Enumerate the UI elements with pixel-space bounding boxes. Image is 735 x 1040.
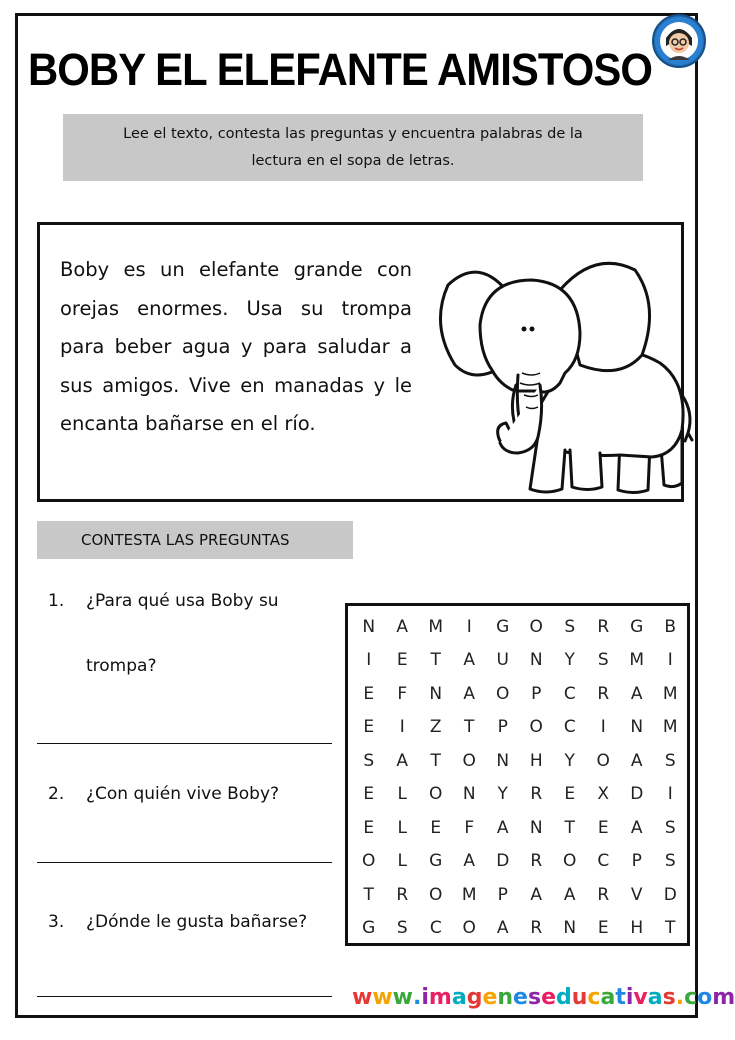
story-text: Boby es un elefante grande con orejas enormes. Usa su trompa para beber agua y para saludar a sus amigos. Vive en manadas y le encanta bañarse en el río. xyxy=(60,258,412,435)
question-text: ¿Para qué usa Boby su xyxy=(86,591,279,611)
word-search-letter[interactable]: I xyxy=(399,717,405,738)
word-search-letter[interactable]: M xyxy=(662,717,678,738)
word-search-letter[interactable]: E xyxy=(597,817,609,838)
word-search-letter[interactable]: R xyxy=(530,784,543,805)
website-char: n xyxy=(497,985,514,1010)
website-char: d xyxy=(555,985,572,1010)
word-search-letter[interactable]: C xyxy=(563,717,576,738)
website-char: w xyxy=(352,985,373,1010)
word-search-letter[interactable]: M xyxy=(428,616,444,637)
word-search-letter[interactable]: N xyxy=(429,683,443,704)
word-search-letter[interactable]: I xyxy=(366,650,372,671)
word-search-letter[interactable]: O xyxy=(529,616,543,637)
section-header: CONTESTA LAS PREGUNTAS xyxy=(37,521,353,559)
website-char: t xyxy=(615,985,626,1010)
word-search-letter[interactable]: A xyxy=(630,750,643,771)
word-search-letter[interactable]: P xyxy=(497,884,508,905)
question-number: 3. xyxy=(48,912,65,932)
word-search-letter[interactable]: M xyxy=(662,683,678,704)
word-search-letter[interactable]: A xyxy=(396,750,409,771)
word-search-letter[interactable]: X xyxy=(597,784,610,805)
word-search-letter[interactable]: E xyxy=(430,817,442,838)
word-search-letter[interactable]: A xyxy=(630,683,643,704)
website-char: m xyxy=(712,985,735,1010)
word-search-letter[interactable]: R xyxy=(597,884,610,905)
word-search-letter[interactable]: L xyxy=(397,817,407,838)
word-search-letter[interactable]: H xyxy=(630,918,644,939)
answer-line-2[interactable] xyxy=(37,862,332,863)
word-search-letter[interactable]: N xyxy=(529,817,543,838)
word-search-letter[interactable]: R xyxy=(597,683,610,704)
word-search-letter[interactable]: S xyxy=(664,750,676,771)
instructions-line-2: lectura en el sopa de letras. xyxy=(251,153,455,169)
website-char: g xyxy=(466,985,483,1010)
word-search-letter[interactable]: N xyxy=(529,650,543,671)
word-search-letter[interactable]: Y xyxy=(564,750,575,771)
word-search-letter[interactable]: B xyxy=(664,616,677,637)
website-char: e xyxy=(482,985,498,1010)
question-text: ¿Dónde le gusta bañarse? xyxy=(86,912,308,932)
word-search-letter[interactable]: D xyxy=(630,784,644,805)
word-search-letter[interactable]: V xyxy=(630,884,643,905)
answer-line-3[interactable] xyxy=(37,996,332,997)
website-char: a xyxy=(451,985,467,1010)
website-char: s xyxy=(527,985,542,1010)
instructions-line-1: Lee el texto, contesta las preguntas y encuentra palabras de la xyxy=(123,126,583,142)
word-search-letter[interactable]: P xyxy=(497,717,508,738)
word-search-letter[interactable]: O xyxy=(529,717,543,738)
word-search-letter[interactable]: R xyxy=(597,616,610,637)
website-char: o xyxy=(697,985,713,1010)
word-search-cells xyxy=(352,610,687,945)
word-search-letter[interactable]: D xyxy=(496,851,510,872)
word-search-letter[interactable]: U xyxy=(496,650,509,671)
word-search-letter[interactable]: F xyxy=(397,683,408,704)
page-title: BOBY EL ELEFANTE AMISTOSO xyxy=(28,44,652,95)
word-search-letter[interactable]: H xyxy=(529,750,543,771)
word-search-letter[interactable]: R xyxy=(530,851,543,872)
word-search-letter[interactable]: I xyxy=(600,717,606,738)
word-search-letter[interactable]: I xyxy=(667,650,673,671)
website-char: m xyxy=(428,985,452,1010)
question-text: ¿Con quién vive Boby? xyxy=(86,784,280,804)
word-search-letter[interactable]: A xyxy=(496,817,509,838)
word-search-letter[interactable]: O xyxy=(596,750,610,771)
word-search-letter[interactable]: S xyxy=(564,616,576,637)
word-search-letter[interactable]: Z xyxy=(429,717,442,738)
elephant-illustration-icon xyxy=(420,245,692,505)
word-search-letter[interactable]: C xyxy=(429,918,442,939)
website-char: . xyxy=(675,985,685,1010)
word-search-letter[interactable]: M xyxy=(461,884,477,905)
website-url xyxy=(352,985,735,1010)
word-search-letter[interactable]: A xyxy=(463,650,476,671)
website-char: . xyxy=(412,985,422,1010)
word-search-letter[interactable]: A xyxy=(496,918,509,939)
word-search-letter[interactable]: I xyxy=(667,784,673,805)
word-search-letter[interactable]: G xyxy=(496,616,510,637)
word-search-letter[interactable]: O xyxy=(462,750,476,771)
word-search-letter[interactable]: T xyxy=(430,750,441,771)
website-char: c xyxy=(684,985,698,1010)
website-char: w xyxy=(372,985,393,1010)
word-search-letter[interactable]: T xyxy=(430,650,441,671)
word-search-letter[interactable]: G xyxy=(362,918,376,939)
question-number: 2. xyxy=(48,784,65,804)
word-search-letter[interactable]: T xyxy=(464,717,475,738)
word-search-grid xyxy=(345,603,690,946)
word-search-letter[interactable]: N xyxy=(563,918,577,939)
website-char: a xyxy=(600,985,616,1010)
word-search-letter[interactable]: T xyxy=(665,918,676,939)
website-char: i xyxy=(625,985,634,1010)
story-box xyxy=(37,222,684,502)
word-search-letter[interactable]: E xyxy=(396,650,408,671)
website-char: w xyxy=(392,985,413,1010)
website-char: i xyxy=(421,985,429,1010)
answer-line-1[interactable] xyxy=(37,743,332,744)
question-number: 1. xyxy=(48,591,65,611)
word-search-letter[interactable]: F xyxy=(464,817,475,838)
word-search-letter[interactable]: N xyxy=(462,784,476,805)
word-search-letter[interactable]: P xyxy=(531,683,542,704)
word-search-letter[interactable]: A xyxy=(463,683,476,704)
word-search-letter[interactable]: O xyxy=(462,918,476,939)
word-search-letter[interactable]: S xyxy=(363,750,375,771)
word-search-letter[interactable]: T xyxy=(363,884,374,905)
word-search-letter[interactable]: O xyxy=(429,884,443,905)
word-search-letter[interactable]: E xyxy=(363,784,375,805)
word-search-letter[interactable]: P xyxy=(631,851,642,872)
website-char: e xyxy=(513,985,528,1010)
teacher-avatar-icon xyxy=(652,14,706,68)
word-search-letter[interactable]: S xyxy=(664,817,676,838)
word-search-letter[interactable]: O xyxy=(563,851,577,872)
word-search-letter[interactable]: C xyxy=(563,683,576,704)
word-search-letter[interactable]: S xyxy=(396,918,408,939)
instructions-box xyxy=(63,114,643,181)
word-search-letter[interactable]: D xyxy=(663,884,677,905)
word-search-letter[interactable]: A xyxy=(563,884,576,905)
word-search-letter[interactable]: S xyxy=(597,650,609,671)
word-search-letter[interactable]: Y xyxy=(497,784,508,805)
word-search-letter[interactable]: Y xyxy=(564,650,575,671)
word-search-letter[interactable]: O xyxy=(496,683,510,704)
word-search-letter[interactable]: G xyxy=(630,616,644,637)
word-search-letter[interactable]: S xyxy=(664,851,676,872)
word-search-letter[interactable]: N xyxy=(496,750,510,771)
question-text: trompa? xyxy=(86,656,157,676)
website-char: v xyxy=(633,985,648,1010)
word-search-letter[interactable]: A xyxy=(530,884,543,905)
website-char: c xyxy=(587,985,601,1010)
website-char: u xyxy=(571,985,588,1010)
word-search-letter[interactable]: O xyxy=(362,851,376,872)
word-search-letter[interactable]: O xyxy=(429,784,443,805)
website-char: a xyxy=(647,985,663,1010)
website-char: e xyxy=(541,985,556,1010)
word-search-letter[interactable]: E xyxy=(363,683,375,704)
word-search-letter[interactable]: E xyxy=(363,717,375,738)
word-search-letter[interactable]: N xyxy=(362,616,376,637)
word-search-letter[interactable]: E xyxy=(597,918,609,939)
word-search-letter[interactable]: T xyxy=(564,817,575,838)
word-search-letter[interactable]: L xyxy=(397,851,407,872)
word-search-letter[interactable]: M xyxy=(629,650,645,671)
word-search-letter[interactable]: E xyxy=(363,817,375,838)
word-search-letter[interactable]: N xyxy=(630,717,644,738)
word-search-letter[interactable]: R xyxy=(530,918,543,939)
word-search-letter[interactable]: G xyxy=(429,851,443,872)
word-search-letter[interactable]: C xyxy=(597,851,610,872)
word-search-letter[interactable]: A xyxy=(630,817,643,838)
word-search-letter[interactable]: I xyxy=(466,616,472,637)
word-search-letter[interactable]: E xyxy=(564,784,576,805)
word-search-letter[interactable]: R xyxy=(396,884,409,905)
website-char: s xyxy=(662,985,676,1010)
word-search-letter[interactable]: A xyxy=(463,851,476,872)
word-search-letter[interactable]: L xyxy=(397,784,407,805)
word-search-letter[interactable]: A xyxy=(396,616,409,637)
